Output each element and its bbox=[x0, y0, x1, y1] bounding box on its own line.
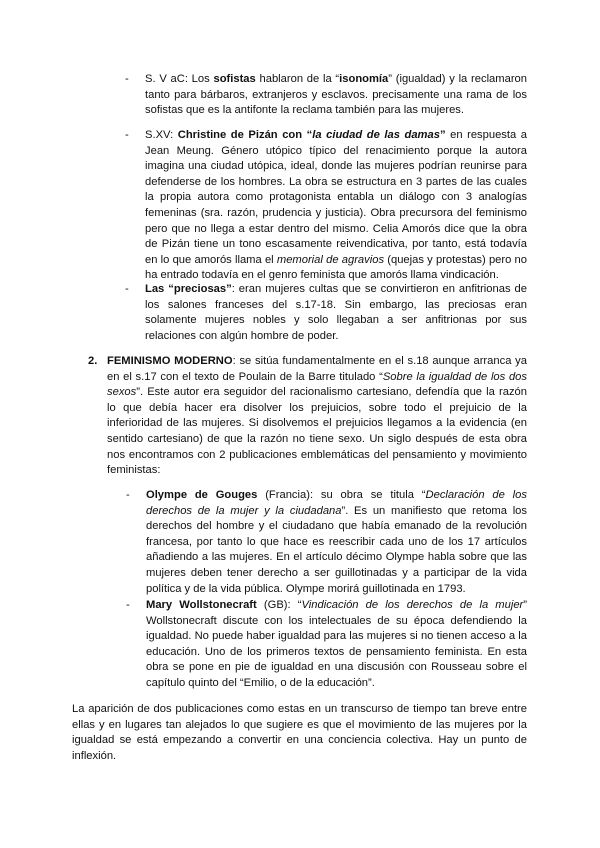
bullet-dash: - bbox=[125, 73, 129, 85]
closing-paragraph: La aparición de dos publicaciones como estas en un transcurso de tiempo tan breve entre ellas y en lugares tan alejados lo que sugiere es que el movimiento de las mujeres por la igualdad se está empezando a convertir en una conciencia colectiva. Hay un punto de inflexión. bbox=[72, 703, 527, 762]
bullet-text: S.XV: Christine de Pizán con “la ciudad de las damas” en respuesta a Jean Meung. Género utópico típico del renacimiento porque la autora imagina una ciudad utópica, ideal, donde las mujeres podrían reunirse para defenderse de los hombres. La obra se estructura en 3 partes de las cuales la propia autora como protagonista entabla un diálogo con 3 analogías femeninas (sra. razón, prudencia y justicia). Obra precursora del feminismo pero que no llega a estar dentro del mismo. Celia Amorós dice que la obra de Pizán tiene un tono escasamente reivendicativa, por tanto, está todavía en lo que amorós llama el memorial de agravios (quejas y protestas) pero no ha entrado todavía en el genro feminista que amorós llama vindicación. bbox=[145, 129, 528, 282]
bullet-dash: - bbox=[126, 599, 130, 611]
bullet-text: S. V aC: Los sofistas hablaron de la “isonomía” (igualdad) y la reclamaron tanto para bárbaros, extranjeros y esclavos. precisamente una rama de los sofistas que es la antifonte la reclama también para las mujeres. bbox=[145, 73, 527, 117]
bullet-dash: - bbox=[126, 489, 130, 501]
bullet-text: Las “preciosas”: eran mujeres cultas que se convirtieron en anfitrionas de los salones franceses del s.17-18. Sin embargo, las preciosas eran solamente mujeres nobles y solo llegaban a ser anfitrionas por sus relaciones con algún hombre de poder. bbox=[145, 283, 527, 342]
section-text: FEMINISMO MODERNO: se sitúa fundamentalmente en el s.18 aunque arranca ya en el s.17 con el texto de Poulain de la Barre titulado “Sobre la igualdad de los dos sexos”. Este autor era seguidor del racionalismo cartesiano, defendía que la razón lo que debía hacer era disolver los prejuicios, sobre todo el prejuicio de la inferioridad de las mujeres. Si disolvemos el prejuicios llegamos a la evidencia (en sentido cartesiano) de que la razón no tiene sexo. Un siglo después de esta obra nos encontramos con 2 publicaciones emblemáticas del pensamiento y movimiento feministas: bbox=[107, 355, 527, 477]
bullet-text: Olympe de Gouges (Francia): su obra se titula “Declaración de los derechos de la mujer y la ciudadana”. Es un manifiesto que retoma los derechos del hombre y el ciudadano que había emanado de la revolución francesa, por tanto lo que hace es reescribir cada uno de los 17 artículos añadiendo a las mujeres. En el artículo décimo Olympe habla sobre que las mujeres deben tener derecho a ser guillotinadas y a participar de la vida política y de la vida pública. Olympe morirá guillotinada en 1793. bbox=[146, 489, 527, 595]
section-number: 2. bbox=[88, 355, 98, 367]
bullet-dash: - bbox=[125, 129, 129, 141]
bullet-dash: - bbox=[125, 283, 129, 295]
bullet-text: Mary Wollstonecraft (GB): “Vindicación de los derechos de la mujer” Wollstonecraft discute con los intelectuales de su época defendiendo la igualdad. No puede haber igualdad para las mujeres si no tienen acceso a la educación. Uno de los primeros textos de pensamiento feminista. En esta obra se pone en pie de igualdad en una discusión con Rousseau sobre el capítulo quinto del “Emilio, o de la educación”. bbox=[146, 599, 528, 689]
